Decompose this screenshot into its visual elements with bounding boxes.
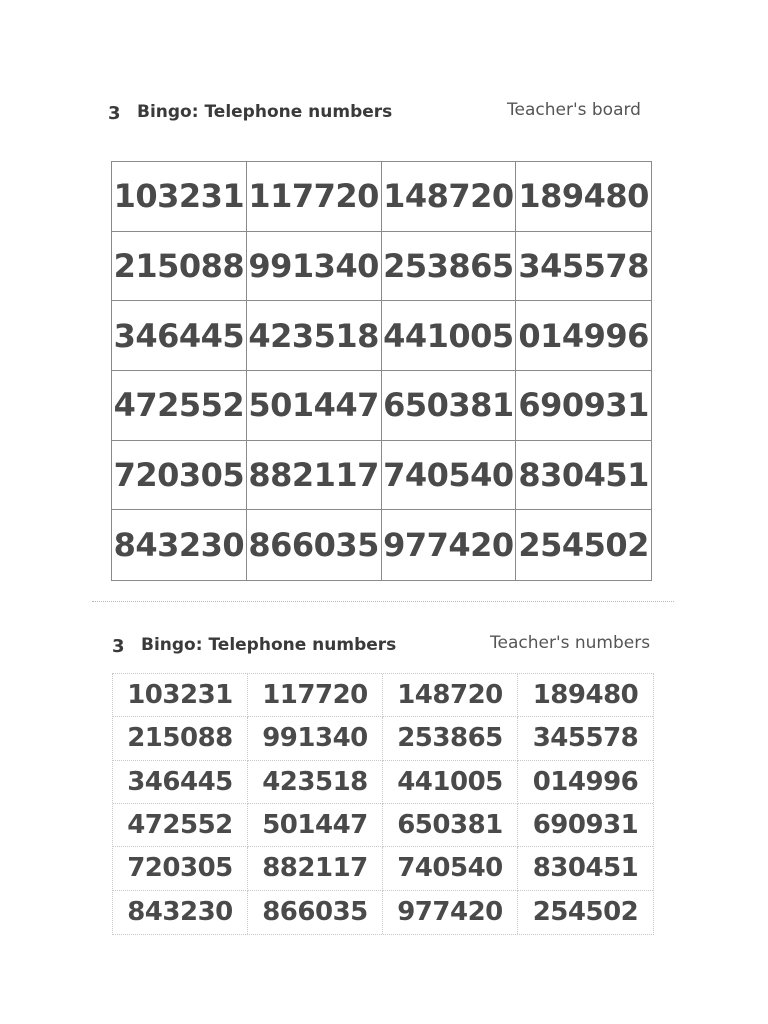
numbers-cell-number: 441005 [383,761,518,804]
board-cell-number: 991340 [247,232,382,302]
numbers-cell-number: 472552 [113,804,248,847]
section-title: Bingo: Telephone numbers [141,635,397,655]
board-cell-number: 215088 [112,232,247,302]
board-cell-number: 014996 [516,301,651,371]
numbers-label: Teacher's numbers [490,633,651,653]
board-cell-number: 117720 [247,162,382,232]
board-cell-number: 423518 [247,301,382,371]
board-cell-number: 882117 [247,441,382,511]
numbers-cell-number: 014996 [518,761,653,804]
numbers-cell-number: 991340 [248,717,383,760]
board-cell-number: 977420 [382,510,517,580]
board-cell-number: 650381 [382,371,517,441]
board-cell-number: 866035 [247,510,382,580]
numbers-cell-number: 843230 [113,891,248,934]
numbers-cell-number: 501447 [248,804,383,847]
board-cell-number: 501447 [247,371,382,441]
section-number: 3 [112,636,125,657]
teachers-numbers-grid [112,673,654,935]
board-cell-number: 830451 [516,441,651,511]
board-header [0,100,768,130]
numbers-cell-number: 830451 [518,847,653,890]
numbers-cell-number: 720305 [113,847,248,890]
board-cell-number: 740540 [382,441,517,511]
board-cell-number: 690931 [516,371,651,441]
numbers-cell-number: 423518 [248,761,383,804]
board-cell-number: 345578 [516,232,651,302]
board-cell-number: 346445 [112,301,247,371]
numbers-cell-number: 254502 [532,897,639,928]
board-cell-number: 103231 [112,162,247,232]
section-title: Bingo: Telephone numbers [137,102,393,122]
numbers-cell-number: 690931 [518,804,653,847]
board-label: Teacher's board [507,100,641,120]
board-cell-number: 148720 [382,162,517,232]
board-cell-number: 843230 [112,510,247,580]
board-cell-number: 253865 [382,232,517,302]
board-cell-number: 189480 [516,162,651,232]
numbers-cell-number: 346445 [113,761,248,804]
numbers-cell-number: 189480 [518,674,653,717]
section-number: 3 [108,103,121,124]
board-cell-number: 441005 [382,301,517,371]
board-cell-number: 720305 [112,441,247,511]
numbers-cell-number: 117720 [248,674,383,717]
numbers-cell-number: 148720 [383,674,518,717]
numbers-cell-number: 977420 [383,891,518,934]
numbers-cell-number: 345578 [518,717,653,760]
separator-line [92,601,674,602]
numbers-cell-number: 882117 [248,847,383,890]
numbers-header [0,633,768,663]
numbers-cell-number: 740540 [383,847,518,890]
numbers-cell-number: 253865 [383,717,518,760]
numbers-cell-number: 103231 [113,674,248,717]
numbers-cell-number: 215088 [113,717,248,760]
board-cell-number: 254502 [518,526,649,565]
numbers-cell-number: 650381 [383,804,518,847]
teachers-board-grid [111,161,652,581]
numbers-cell-number: 866035 [248,891,383,934]
board-cell-number: 472552 [112,371,247,441]
